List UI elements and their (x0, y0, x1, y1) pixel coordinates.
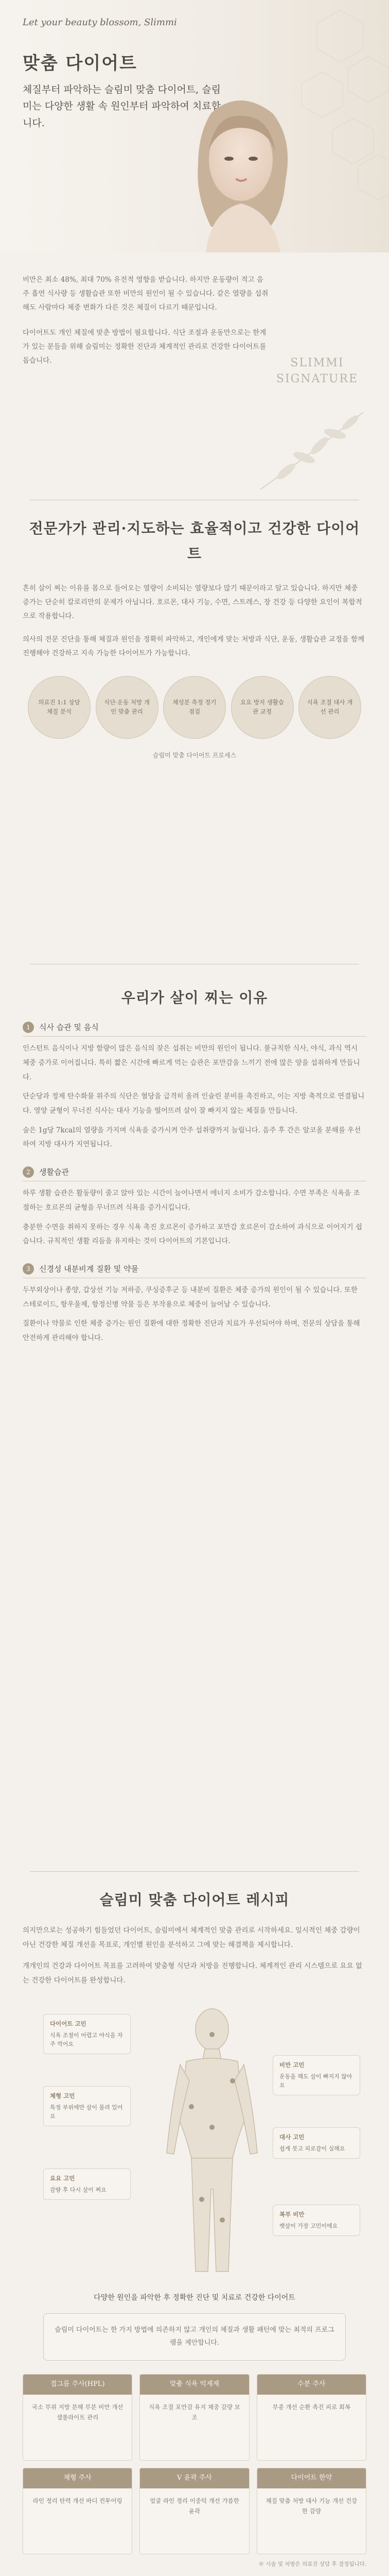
treatment-card[interactable] (23, 2374, 132, 2461)
diagram-label-title: 대사 고민 (279, 2133, 305, 2141)
diagram-label (43, 2168, 131, 2200)
reason-number: 1 (23, 1022, 34, 1033)
treatment-card[interactable] (257, 2374, 366, 2461)
diagram-label (273, 2205, 360, 2236)
treatment-card-desc: 얼굴 라인 정리 이중턱 개선 갸름한 윤곽 (150, 2497, 239, 2515)
reason-block (23, 1262, 366, 1346)
treatment-card-title: V 윤곽 주사 (140, 2468, 249, 2488)
reason-heading (23, 1021, 366, 1037)
reason-paragraph: 하루 생활 습관은 활동량이 줄고 앉아 있는 시간이 늘어나면서 에너지 소비가 감소합니다. 수면 부족은 식욕을 조절하는 호르몬의 균형을 무너뜨려 식욕을 증가시킵니다. (23, 1189, 360, 1212)
page-title: 맞춤 다이어트 (23, 53, 137, 74)
treatment-note: ※ 시술 및 처방은 의료진 상담 후 결정됩니다. (258, 2561, 366, 2567)
recipe-section (0, 1872, 389, 2576)
reasons-title: 우리가 살이 찌는 이유 (121, 989, 268, 1006)
reason-block (23, 1021, 366, 1152)
reason-heading-text: 식사 습관 및 음식 (39, 1023, 99, 1032)
treatment-card-title: 수분 주사 (257, 2375, 366, 2395)
diagram-label-desc: 감량 후 다시 살이 쪄요 (50, 2186, 107, 2193)
treatment-card[interactable] (23, 2468, 132, 2554)
process-circle: 식욕 조절 대사 개선 관리 (298, 676, 361, 739)
signature-logo (276, 355, 358, 387)
process-circle: 식단·운동 처방 개인 맞춤 관리 (96, 676, 158, 739)
treatment-card-desc: 라인 정리 탄력 개선 바디 컨투어링 (32, 2497, 122, 2504)
process-circle: 의료진 1:1 상담 체질 분석 (28, 676, 91, 739)
reason-paragraph: 충분한 수면을 취하지 못하는 경우 식욕 촉진 호르몬이 증가하고 포만감 호르몬이 감소하여 과식으로 이어지기 쉽습니다. 규칙적인 생활 리듬을 유지하는 것이 다이어트의 기본입니다. (23, 1223, 362, 1246)
treatment-card-desc: 국소 부위 지방 분해 부분 비만 개선 셀룰라이트 관리 (31, 2403, 123, 2421)
treatment-card[interactable] (139, 2468, 249, 2554)
reason-heading (23, 1165, 366, 1181)
diagram-label (43, 2086, 131, 2126)
process-circle: 요요 방지 생활습관 교정 (231, 676, 294, 739)
diagram-label-desc: 운동을 해도 살이 빠지지 않아요 (279, 2073, 352, 2089)
reason-heading-text: 신경성 내분비계 질환 및 약물 (39, 1264, 138, 1274)
treatment-cards (23, 2374, 366, 2554)
reason-paragraph: 질환이나 약물로 인한 체중 증가는 원인 질환에 대한 정확한 진단과 치료가 우선되어야 하며, 전문의 상담을 통해 안전하게 관리해야 합니다. (23, 1319, 360, 1343)
diagram-caption: 다양한 원인을 파악한 후 정확한 진단 및 치료로 건강한 다이어트 (94, 2293, 295, 2302)
treatment-card-title: 접그름 주사(HPL) (23, 2375, 132, 2395)
reason-paragraph: 인스턴트 음식이나 지방 함량이 많은 음식의 잦은 섭취는 비만의 원인이 됩니다. 불규칙한 식사, 야식, 과식 역시 체중 증가로 이어집니다. 특히 짧은 시간에 빠르게 먹는 습관은 포만감을 느끼기 전에 많은 양을 섭취하게 만듭니다. (23, 1044, 360, 1081)
reason-paragraph: 두부외상이나 종양, 갑상선 기능 저하증, 쿠싱증후군 등 내분비 질환은 체중 증가의 원인이 될 수 있습니다. 또한 스테로이드, 항우울제, 항정신병 약물 등은 부작용으로 체중이 늘어날 수 있습니다. (23, 1286, 358, 1309)
process-circle: 체성분 측정 정기 점검 (163, 676, 226, 739)
expert-section (0, 500, 389, 964)
diagram-label-title: 다이어트 고민 (50, 2020, 86, 2027)
intro-paragraph-2: 다이어트도 개인 체질에 맞춘 방법이 필요합니다. 식단 조절과 운동만으로는 한계가 있는 분들을 위해 슬림미는 정확한 진단과 체계적인 관리로 건강한 다이어트를 돕습니다. (23, 329, 267, 365)
diagram-label-desc: 식욕 조절이 어렵고 야식을 자주 먹어요 (50, 2031, 123, 2047)
diagram-label-title: 체형 고민 (50, 2092, 75, 2099)
reason-paragraph: 단순당과 정제 탄수화물 위주의 식단은 혈당을 급격히 올려 인슐린 분비를 촉진하고, 이는 지방 축적으로 연결됩니다. 영양 균형이 무너진 식사는 대사 기능을 떨어뜨려 살이 잘 빠지지 않는 체질을 만듭니다. (23, 1092, 365, 1115)
leaf-branch-icon (255, 402, 368, 495)
reasons-section (0, 964, 389, 1871)
diagram-label (273, 2055, 360, 2095)
process-circles (28, 676, 361, 739)
hero-script-text: Let your beauty blossom, Slimmi (23, 17, 177, 28)
signature-line-2: SIGNATURE (276, 372, 358, 385)
expert-paragraph-2: 의사의 전문 진단을 통해 체질과 원인을 정확히 파악하고, 개인에게 맞는 처방과 식단, 운동, 생활습관 교정을 함께 진행해야 건강하고 지속 가능한 다이어트가 가능합니다. (23, 635, 365, 657)
reason-block (23, 1165, 366, 1249)
diagram-label-desc: 뱃살이 가장 고민이에요 (279, 2222, 338, 2229)
diagram-label-desc: 쉽게 붓고 피로감이 심해요 (279, 2145, 345, 2152)
diagram-label-title: 요요 고민 (50, 2174, 75, 2182)
hero-subtitle: 체질부터 파악하는 슬림미 맞춤 다이어트, 슬림미는 다양한 생활 속 원인부터 파악하여 치료합니다. (23, 84, 221, 129)
reason-number: 2 (23, 1166, 34, 1178)
diagram-label-title: 비만 고민 (279, 2061, 305, 2069)
treatment-card-title: 맞춤 식욕 억제제 (140, 2375, 249, 2395)
recipe-title: 슬림미 맞춤 다이어트 레시피 (99, 1891, 290, 1908)
expert-paragraph-1: 흔히 살이 찌는 이유를 몸으로 들어오는 열량이 소비되는 열량보다 많기 때문이라고 알고 있습니다. 하지만 체중 증가는 단순히 칼로리만의 문제가 아닙니다. 호르몬, 대사 기능, 수면, 스트레스, 장 건강 등 다양한 요인이 복합적으로 작용합니다. (23, 584, 362, 620)
reason-paragraph: 술은 1g당 7kcal의 열량을 가지며 식욕을 증가시켜 안주 섭취량까지 늘립니다. 음주 후 간은 알코올 분해를 우선하여 지방 대사가 지연됩니다. (23, 1126, 361, 1149)
treatment-card-title: 체형 주사 (23, 2468, 132, 2488)
model-portrait-image (154, 93, 324, 252)
body-silhouette-icon (155, 2004, 269, 2282)
diagram-label (43, 2014, 131, 2054)
diagram-label-title: 복부 비만 (279, 2210, 305, 2218)
treatment-card-title: 다이어트 한약 (257, 2468, 366, 2488)
treatment-card-desc: 부종 개선 순환 촉진 피로 회복 (272, 2403, 351, 2411)
reason-heading (23, 1262, 366, 1278)
body-diagram (23, 1998, 366, 2287)
reason-heading-text: 생활습관 (39, 1167, 69, 1177)
treatment-card[interactable] (139, 2374, 249, 2461)
recipe-summary-box: 슬림미 다이어트는 한 가지 방법에 의존하지 않고 개인의 체질과 생활 패턴에 맞는 최적의 프로그램을 제안합니다. (43, 2313, 346, 2360)
intro-section (0, 252, 389, 500)
intro-paragraph-1: 비만은 최소 48%, 최대 70% 유전적 영향을 받습니다. 하지만 운동량이 적고 음주 흡연 식사량 등 생활습관 또한 비만의 원인이 될 수 있습니다. 같은 열량을 섭취해도 사람마다 체중 변화가 다른 것은 체질이 다르기 때문입니다. (23, 276, 269, 312)
reason-number: 3 (23, 1263, 34, 1275)
diagram-label (273, 2127, 360, 2159)
diagram-label-desc: 특정 부위에만 살이 몰려 있어요 (50, 2104, 123, 2120)
hero-section (0, 0, 389, 252)
recipe-paragraph-1: 의지만으로는 성공하기 힘들었던 다이어트, 슬림미에서 체계적인 맞춤 관리로 시작하세요. 일시적인 체중 감량이 아닌 건강한 체질 개선을 목표로, 개인별 원인을 분석하고 그에 맞는 해결책을 제시합니다. (23, 1926, 360, 1949)
expert-title: 전문가가 관리·지도하는 효율적이고 건강한 다이어트 (29, 520, 360, 562)
process-caption: 슬림미 맞춤 다이어트 프로세스 (152, 752, 237, 759)
treatment-card-desc: 체질 맞춤 처방 대사 기능 개선 건강한 감량 (266, 2497, 358, 2515)
treatment-card-desc: 식욕 조절 포만감 유지 체중 감량 보조 (149, 2403, 240, 2421)
treatment-card[interactable] (257, 2468, 366, 2554)
signature-line-1: SLIMMI (290, 357, 344, 369)
recipe-paragraph-2: 개개인의 건강과 다이어트 목표를 고려하여 맞춤형 식단과 처방을 진행합니다. 체계적인 관리 시스템으로 요요 없는 건강한 다이어트를 완성합니다. (23, 1962, 362, 1985)
